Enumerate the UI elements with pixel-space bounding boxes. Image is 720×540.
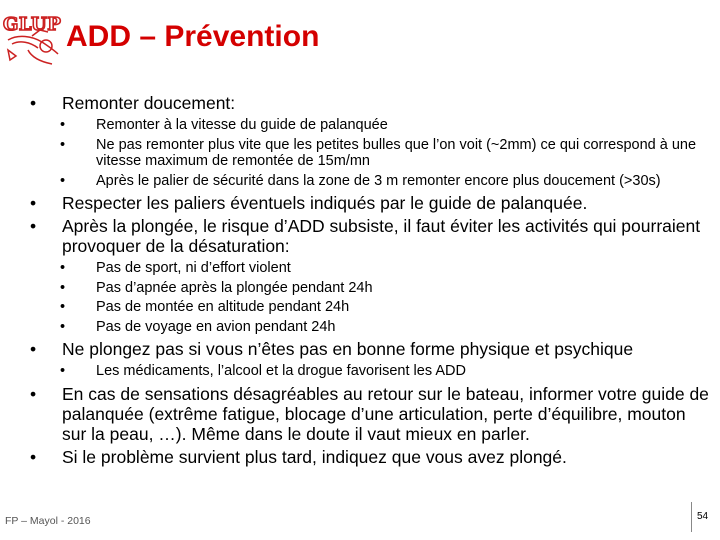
sub-bullet-item: [30, 173, 710, 190]
sub-bullet-item: [30, 363, 710, 380]
diver-icon: [8, 30, 58, 64]
bullet-marker: •: [30, 339, 37, 359]
glup-logo: [2, 10, 62, 72]
bullet-item: [30, 339, 710, 359]
bullet-item: [30, 384, 710, 444]
bullet-item: [30, 447, 710, 467]
bullet-marker: •: [30, 93, 37, 113]
footer-text: FP – Mayol - 2016: [5, 515, 91, 527]
bullet-marker: •: [60, 299, 66, 315]
sub-bullet-item: [30, 260, 710, 277]
bullet-marker: •: [60, 117, 66, 133]
bullet-text: Pas de voyage en avion pendant 24h: [96, 318, 336, 335]
bullet-marker: •: [60, 318, 66, 335]
sub-bullet-item: [30, 137, 710, 170]
bullet-text: Si le problème survient plus tard, indiquez que vous avez plongé.: [62, 446, 567, 467]
bullet-text: En cas de sensations désagréables au retour sur le bateau, informer votre guide de palanquée (extrême fatigue, blocage d’une articulation, perte d’équilibre, mouton sur la peau, …). Même dans le doute il vaut mieux en parler.: [62, 383, 709, 444]
bullet-marker: •: [60, 172, 66, 189]
sub-bullet-item: [30, 319, 710, 336]
bullet-item: [30, 193, 710, 213]
bullet-marker: •: [30, 383, 37, 404]
bullet-text: Remonter doucement:: [62, 93, 236, 113]
bullet-text: Pas de montée en altitude pendant 24h: [96, 299, 350, 315]
page-number-divider: [691, 502, 692, 532]
sub-bullet-item: [30, 299, 710, 316]
sub-bullet-item: [30, 117, 710, 134]
bullet-marker: •: [60, 279, 66, 296]
bullet-text: Après le palier de sécurité dans la zone de 3 m remonter encore plus doucement (>30s): [96, 172, 661, 189]
slide-title: ADD – Prévention: [66, 20, 320, 53]
bullet-marker: •: [60, 363, 66, 379]
bullet-marker: •: [30, 216, 37, 236]
logo-text: GLUP: [3, 14, 62, 35]
bullet-marker: •: [60, 136, 66, 153]
sub-bullet-item: [30, 280, 710, 297]
bullet-item: [30, 216, 710, 256]
bullet-text: Après la plongée, le risque d’ADD subsiste, il faut éviter les activités qui pourraient provoquer de la désaturation:: [62, 216, 701, 256]
bullet-text: Les médicaments, l’alcool et la drogue favorisent les ADD: [96, 363, 466, 379]
bullet-item: [30, 93, 710, 113]
bullet-text: Respecter les paliers éventuels indiqués par le guide de palanquée.: [62, 193, 588, 213]
bullet-text: Ne plongez pas si vous n’êtes pas en bonne forme physique et psychique: [62, 339, 634, 359]
bullet-list: [30, 93, 710, 467]
bullet-text: Pas d’apnée après la plongée pendant 24h: [96, 279, 373, 296]
bullet-marker: •: [60, 260, 66, 276]
bullet-marker: •: [30, 193, 37, 213]
bullet-marker: •: [30, 446, 37, 467]
bullet-text: Ne pas remonter plus vite que les petites bulles que l’on voit (~2mm) ce qui correspond à une vitesse maximum de remontée de 15m/mn: [96, 136, 697, 169]
page-number: 54: [697, 511, 709, 522]
bullet-text: Pas de sport, ni d’effort violent: [96, 260, 291, 276]
bullet-text: Remonter à la vitesse du guide de palanquée: [96, 117, 388, 133]
